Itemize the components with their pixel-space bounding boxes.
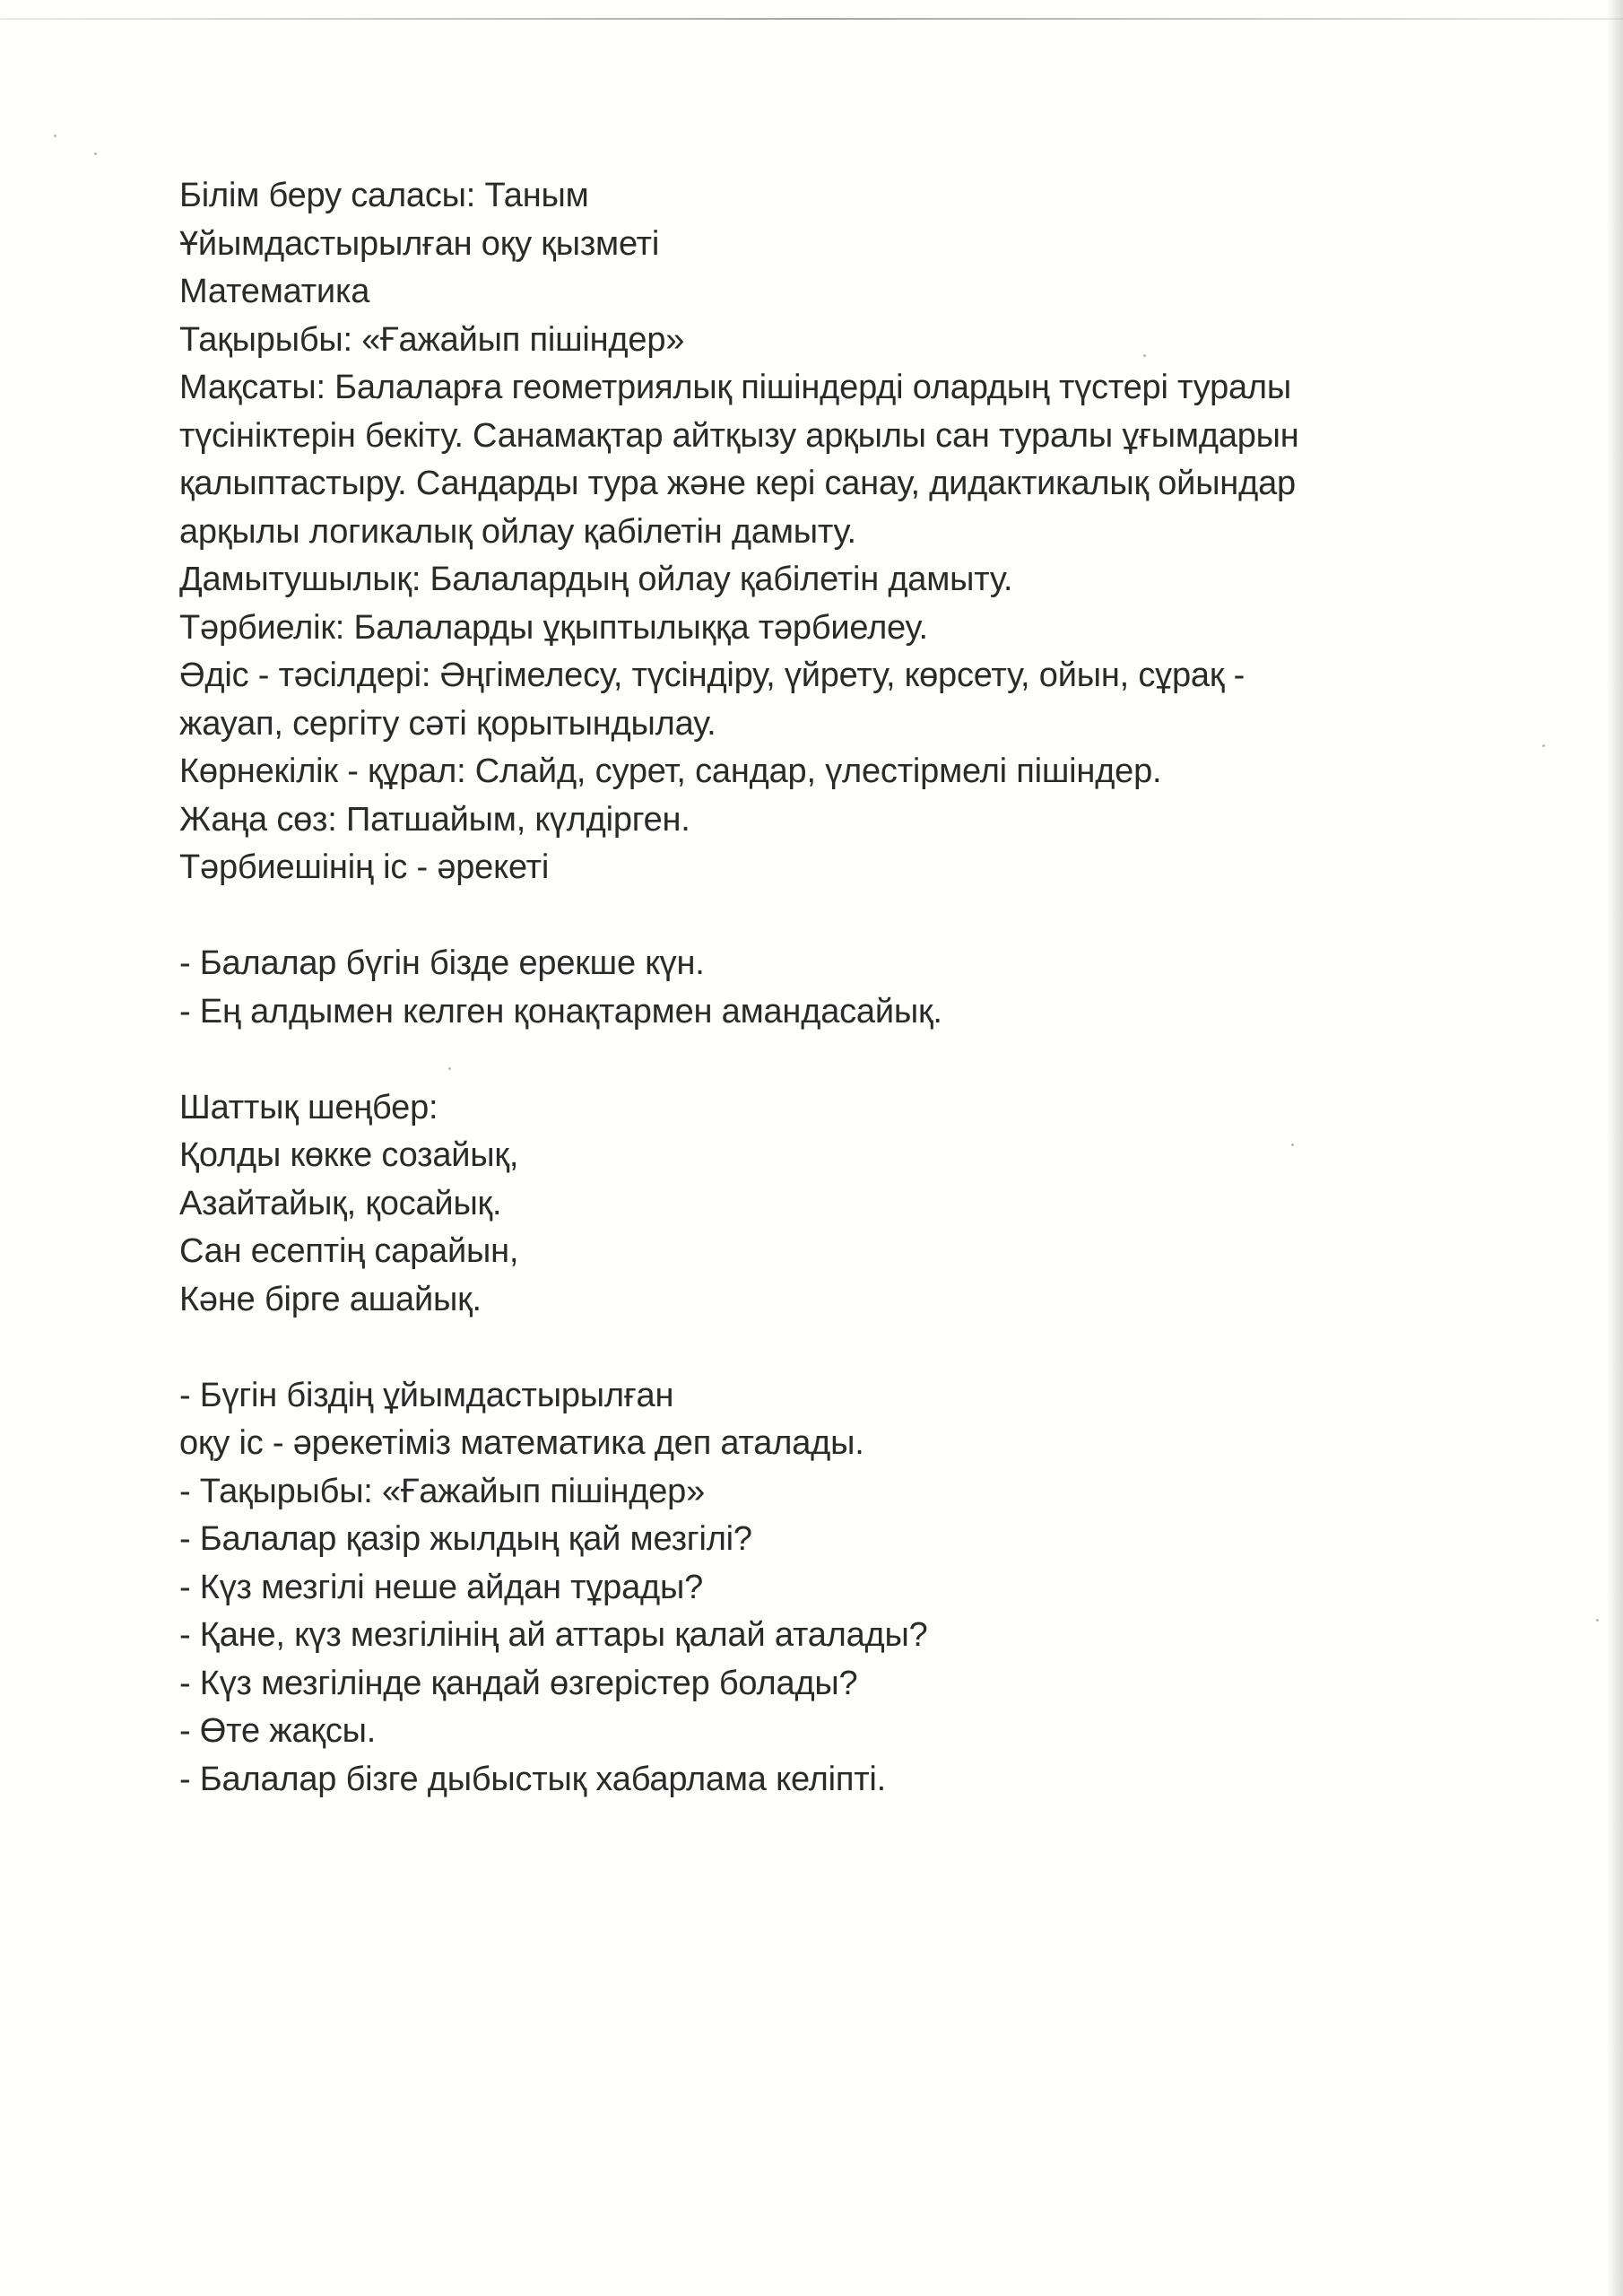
circle-title: Шаттық шеңбер: (179, 1088, 438, 1126)
teacher-action-heading: Тәрбиешінің іс - әрекеті (179, 848, 550, 886)
methods-line: жауап, сергіту сәті қорытындылау. (179, 704, 716, 743)
scan-speck (94, 152, 97, 155)
methods-line: Әдіс - тәсілдері: Әңгімелесу, түсіндіру, үйрету, көрсету, ойын, сұрақ - (179, 657, 1245, 694)
dialogue-line: - Тақырыбы: «Ғажайып пішіндер» (179, 1472, 706, 1510)
dialogue-line: - Өте жақсы. (179, 1712, 377, 1750)
objective-line: түсініктерін бекіту. Санамақтар айтқызу арқылы сан туралы ұғымдарын (179, 416, 1299, 455)
objective-line: арқылы логикалық ойлау қабілетін дамыту. (179, 512, 856, 551)
scan-speck (1596, 1619, 1599, 1622)
new-word: Жаңа сөз: Патшайым, күлдірген. (179, 800, 690, 839)
topic: Тақырыбы: «Ғажайып пішіндер» (179, 320, 685, 359)
greeting-line: - Ең алдымен келген қонақтармен амандасайық. (179, 992, 942, 1031)
poem-line: Сан есептің сарайын, (179, 1232, 519, 1270)
dialogue-line: - Қане, күз мезгілінің ай аттары қалай аталады? (179, 1616, 928, 1654)
scan-right-shadow (1607, 0, 1623, 2296)
dialogue-line: - Күз мезгілінде қандай өзгерістер болады? (179, 1664, 858, 1702)
paragraph-gap (179, 1324, 1453, 1372)
dialogue-line: - Бүгін біздің ұйымдастырылған (179, 1376, 674, 1414)
poem-line: Азайтайық, қосайық. (179, 1184, 502, 1222)
paragraph-gap (179, 1036, 1453, 1084)
educational-goal: Тәрбиелік: Балаларды ұқыптылыққа тәрбиелеу. (179, 608, 928, 647)
document-body (179, 172, 1453, 1804)
scan-top-edge (0, 18, 1623, 20)
activity-type: Ұйымдастырылған оқу қызметі (179, 224, 660, 263)
subject: Математика (179, 273, 370, 310)
poem-line: Қолды көкке созайық, (179, 1136, 519, 1174)
scan-speck (54, 135, 56, 137)
objective-line: қалыптастыру. Сандарды тура және кері санау, дидактикалық ойындар (179, 465, 1296, 502)
visual-aids: Көрнекілік - құрал: Слайд, сурет, сандар, үлестірмелі пішіндер. (179, 752, 1162, 790)
poem-line: Кәне бірге ашайық. (179, 1280, 482, 1318)
dialogue-line: - Балалар бізге дыбыстық хабарлама келіпті. (179, 1760, 887, 1798)
greeting-line: - Балалар бүгін бізде ерекше күн. (179, 944, 705, 982)
objective-line: Мақсаты: Балаларға геометриялық пішіндерді олардың түстері туралы (179, 369, 1292, 406)
developmental-goal: Дамытушылық: Балалардың ойлау қабілетін дамыту. (179, 561, 1013, 598)
scan-speck (1542, 744, 1545, 747)
dialogue-line: - Балалар қазір жылдың қай мезгілі? (179, 1520, 752, 1558)
dialogue-line: - Күз мезгілі неше айдан тұрады? (179, 1568, 704, 1606)
education-area: Білім беру саласы: Таным (179, 177, 589, 214)
dialogue-line: оқу іс - әрекетіміз математика деп аталады. (179, 1424, 864, 1462)
paragraph-gap (179, 892, 1453, 941)
